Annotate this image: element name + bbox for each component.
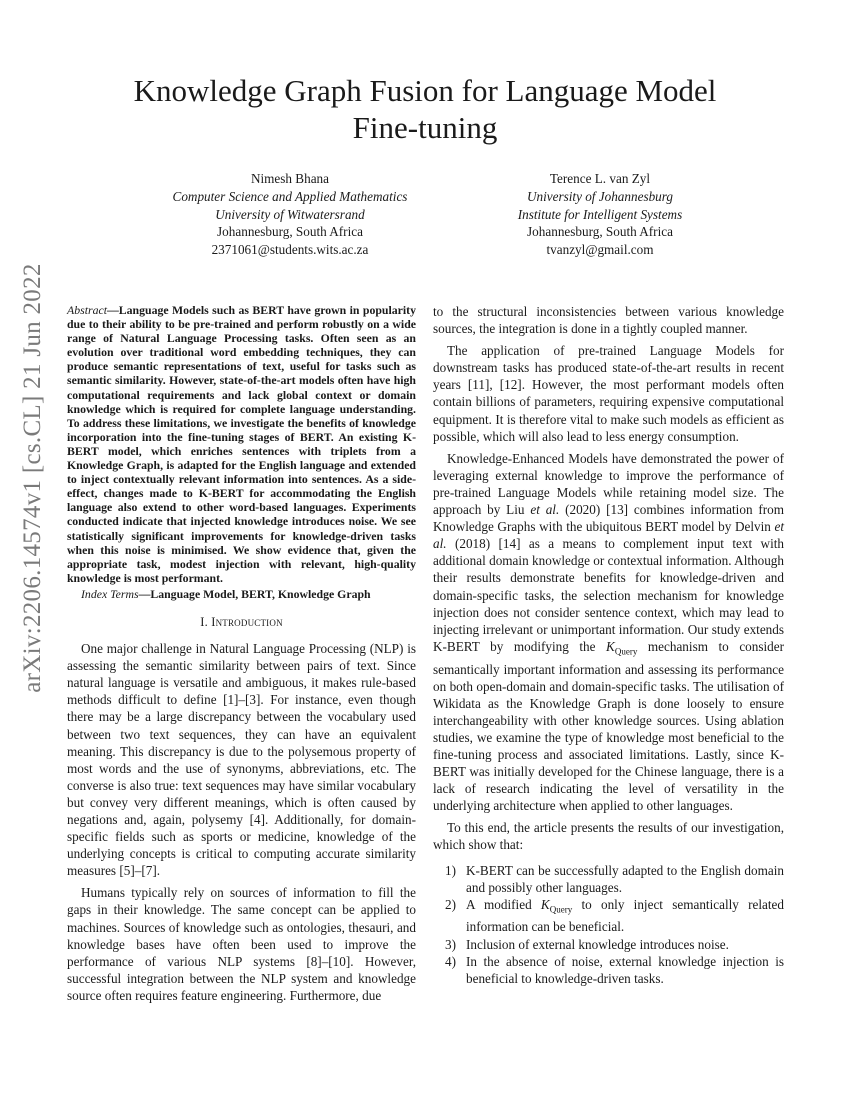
k-symbol: K	[540, 896, 550, 912]
body-paragraph: One major challenge in Natural Language Processing (NLP) is assessing the semantic similarity between pairs of text. Since natural language is versatile and ambiguous, it makes rule-based methods difficult to define [1]–[3]. For instance, even though there may be a large discrepancy between the vocabulary used between two text sequences, they can have an equivalent meaning. This discrepancy is due to the polysemous property of most words and the use of synonyms, abbreviations, etc. The converse is also true: text sequences may have similar vocabulary but convey very different meanings, which is often caused by negations and, again, polysemy [4]. Additionally, for domain-specific fields such as sports or medicine, knowledge of the underlying concepts is critical to computing accurate similarity measures [5]–[7].	[67, 641, 416, 879]
author-name: Nimesh Bhana	[250, 171, 329, 186]
k-symbol: K	[606, 638, 615, 654]
author-location: Johannesburg, South Africa	[217, 224, 363, 240]
body-paragraph: To this end, the article presents the results of our investigation, which show that:	[433, 820, 784, 853]
list-text: In the absence of noise, external knowledge injection is beneficial to knowledge-driven tasks.	[466, 953, 784, 986]
arxiv-stamp	[14, 263, 52, 693]
index-terms-label: Index Terms	[81, 586, 139, 601]
abstract	[67, 303, 416, 585]
list-text: Inclusion of external knowledge introduces noise.	[466, 936, 729, 952]
list-number: 2)	[445, 896, 456, 912]
arxiv-identifier: arXiv:2206.14574v1 [cs.CL] 21 Jun 2022	[19, 263, 46, 693]
text-span: mechanism to consider semantically important information and assessing its performance on both open-domain and domain-specific tasks. The utilisation of Wikidata as the Knowledge Graph is done loosely to ensure interchangeability with other knowledge sources. Using ablation studies, we examine the type of knowledge most beneficial to the fine-tuning process and associated limitations. Lastly, since K-BERT was initially developed for the Chinese language, there is a lack of research indicating the level of versatility in the underlying architecture when applied to other languages.	[433, 638, 784, 814]
author-block-1	[150, 170, 430, 259]
abstract-text: —Language Models such as BERT have grown in popularity due to their ability to be pre-trained and perform robustly on a wide range of Natural Language Processing tasks. Often seen as an evolution over traditional word embedding techniques, they can produce semantic representations of text, useful for tasks such as semantic similarity. However, state-of-the-art models often have high computational requirements and lack global context or domain knowledge which is required for complete language understanding. To address these limitations, we investigate the benefits of knowledge incorporation into the fine-tuning stages of BERT. An existing K-BERT model, which enriches sentences with triplets from a Knowledge Graph, is adapted for the English language and extended to inject contextually relevant information into sentences. As a side-effect, changes made to K-BERT for accommodating the English language also extend to other word-based languages. Experiments conducted indicate that injected knowledge introduces noise. We see statistically significant improvements for knowledge-driven tasks when this noise is minimised. We show evidence that, given the appropriate task, modest injection with relevant, high-quality knowledge is most performant.	[67, 303, 416, 585]
list-number: 1)	[445, 862, 456, 878]
k-query-symbol	[606, 638, 638, 657]
text-span: (2020) [13] combines information from Knowledge Graphs with the ubiquitous BERT model by Delvin	[433, 502, 785, 535]
title-line-1: Knowledge Graph Fusion for Language Model	[133, 73, 717, 108]
section-number: I.	[200, 614, 212, 629]
body-paragraph: The application of pre-trained Language Models for downstream tasks has produced state-of-the-art results in recent years [11], [12]. However, the most performant models often contain billions of parameters, requiring expensive computational equipment. It is therefore vital to make such models as efficient as possible, which will also lead to less energy consumption.	[433, 343, 784, 444]
author-name: Terence L. van Zyl	[549, 171, 651, 186]
author-affiliation: Computer Science and Applied Mathematics	[172, 188, 408, 204]
left-column	[67, 303, 416, 1009]
author-affiliation: University of Johannesburg	[526, 188, 673, 204]
paper-title	[60, 72, 790, 146]
list-item	[433, 953, 784, 987]
index-terms-text: —Language Model, BERT, Knowledge Graph	[138, 586, 371, 601]
section-heading	[67, 614, 416, 631]
body-paragraph: to the structural inconsistencies between various knowledge sources, the integration is done in a tightly coupled manner.	[433, 304, 784, 337]
list-number: 4)	[445, 953, 456, 969]
list-text: K-BERT can be successfully adapted to the English domain and possibly other languages.	[466, 862, 784, 895]
list-text: to only inject semantically related information can be beneficial.	[466, 896, 784, 935]
contribution-list	[433, 862, 784, 987]
et-al: et al.	[530, 502, 560, 518]
list-item	[433, 936, 784, 953]
abstract-label: Abstract	[67, 303, 107, 317]
author-block-2	[478, 170, 722, 259]
list-number: 3)	[445, 936, 456, 952]
author-email: tvanzyl@gmail.com	[546, 242, 654, 258]
list-item	[433, 862, 784, 896]
author-affiliation: Institute for Intelligent Systems	[517, 206, 683, 222]
section-title: Introduction	[211, 614, 283, 629]
title-line-2: Fine-tuning	[352, 110, 498, 145]
index-terms	[67, 587, 416, 601]
query-subscript: Query	[614, 646, 638, 657]
query-subscript: Query	[549, 904, 573, 915]
list-item	[433, 896, 784, 936]
k-query-symbol	[540, 896, 573, 915]
right-column	[433, 303, 784, 987]
author-affiliation: University of Witwatersrand	[215, 206, 365, 222]
text-span: (2018) [14] as a means to complement input text with additional domain knowledge or contextual information. Although their results demonstrate benefits for knowledge-driven and domain-specific tasks, the selection mechanism for knowledge injection does not consider sentence context, which may lead to injecting irrelevant or unimportant information. Our study extends K-BERT by modifying the	[433, 536, 784, 654]
text-span: Knowledge-Enhanced Models have demonstrated the power of leveraging external knowledge to improve the performance of pre-trained Language Models while retaining model size. The approach by Liu	[433, 450, 784, 518]
body-paragraph: Humans typically rely on sources of information to fill the gaps in their knowledge. The same concept can be applied to machines. Sources of knowledge such as ontologies, thesauri, and knowledge bases have often been used to improve the performance of various NLP systems [8]–[10]. However, successful integration between the NLP system and knowledge source often requires feature engineering. Furthermore, due	[67, 885, 416, 1003]
et-al: et al.	[433, 519, 784, 552]
author-email: 2371061@students.wits.ac.za	[211, 242, 369, 258]
author-location: Johannesburg, South Africa	[527, 224, 673, 240]
list-text: A modified	[466, 896, 541, 912]
body-paragraph	[433, 450, 784, 815]
